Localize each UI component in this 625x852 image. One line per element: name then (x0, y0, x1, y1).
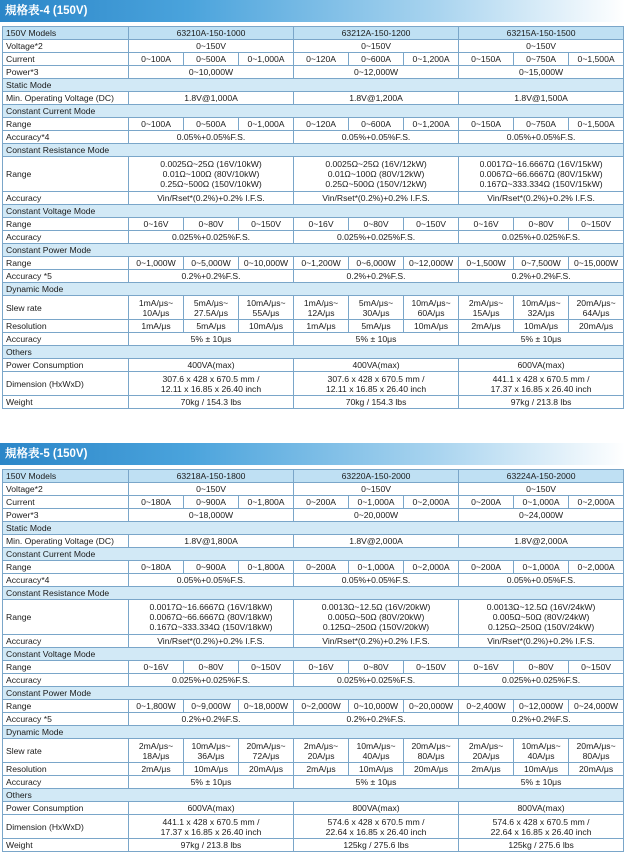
table-row (3, 131, 624, 144)
spec-value: 0~24,000W (459, 509, 624, 522)
spec-table (2, 26, 624, 409)
row-label: Accuracy*4 (3, 574, 129, 587)
spec-value: 0~200A (459, 496, 514, 509)
table-row (3, 574, 624, 587)
spec-value: 0~12,000W (404, 257, 459, 270)
section-label: Others (3, 346, 624, 359)
section-row (3, 648, 624, 661)
row-label: Voltage*2 (3, 483, 129, 496)
spec-value: 0~180A (129, 561, 184, 574)
section-label: Static Mode (3, 522, 624, 535)
spec-value: Vin/Rset*(0.2%)+0.2% I.F.S. (459, 635, 624, 648)
spec-value: 1mA/μs~ 10A/μs (129, 296, 184, 320)
section-label: Constant Resistance Mode (3, 587, 624, 600)
row-label: Voltage*2 (3, 40, 129, 53)
spec-value: 0.0025Ω~25Ω (16V/10kW) 0.01Ω~100Ω (80V/10kW) 0.25Ω~500Ω (150V/10kW) (129, 157, 294, 192)
table-row (3, 763, 624, 776)
row-label: Resolution (3, 763, 129, 776)
spec-value: 2mA/μs~ 20A/μs (294, 739, 349, 763)
table-title: 規格表-4 (150V) (0, 0, 625, 22)
spec-value: 400VA(max) (129, 359, 294, 372)
spec-value: 5mA/μs~ 30A/μs (349, 296, 404, 320)
spec-value: 0~100A (129, 118, 184, 131)
row-label: Range (3, 600, 129, 635)
spec-value: 0~80V (349, 661, 404, 674)
spec-value: Vin/Rset*(0.2%)+0.2% I.F.S. (294, 192, 459, 205)
row-label: Slew rate (3, 296, 129, 320)
section-row (3, 522, 624, 535)
spec-table (2, 469, 624, 852)
spec-value: 800VA(max) (294, 802, 459, 815)
spec-value: 0~120A (294, 53, 349, 66)
spec-value: 0.025%+0.025%F.S. (294, 674, 459, 687)
spec-value: 0.05%+0.05%F.S. (294, 574, 459, 587)
row-label: Range (3, 700, 129, 713)
row-label: Power Consumption (3, 802, 129, 815)
spec-value: 0~150V (404, 218, 459, 231)
table-row (3, 359, 624, 372)
spec-value: 0.025%+0.025%F.S. (459, 231, 624, 244)
table-row (3, 535, 624, 548)
table-title: 規格表-5 (150V) (0, 443, 625, 465)
spec-value: 0~16V (459, 661, 514, 674)
model-name: 63218A-150-1800 (129, 470, 294, 483)
row-label: Range (3, 561, 129, 574)
spec-value: 0~500A (184, 118, 239, 131)
spec-value: 20mA/μs~ 64A/μs (569, 296, 624, 320)
spec-value: 0~1,000A (349, 496, 404, 509)
spec-value: 20mA/μs (569, 763, 624, 776)
spec-value: 0~150V (404, 661, 459, 674)
row-label: Current (3, 53, 129, 66)
section-row (3, 687, 624, 700)
spec-value: 5% ± 10μs (459, 333, 624, 346)
spec-value: 5% ± 10μs (459, 776, 624, 789)
spec-value: 2mA/μs (129, 763, 184, 776)
spec-value: 0.0025Ω~25Ω (16V/12kW) 0.01Ω~100Ω (80V/12kW) 0.25Ω~500Ω (150V/12kW) (294, 157, 459, 192)
spec-value: 0~1,200W (294, 257, 349, 270)
table-row (3, 600, 624, 635)
spec-value: 70kg / 154.3 lbs (294, 396, 459, 409)
table-row (3, 231, 624, 244)
spec-value: 1.8V@2,000A (294, 535, 459, 548)
table-row (3, 776, 624, 789)
spec-value: 0~16V (294, 218, 349, 231)
spec-value: 2mA/μs (294, 763, 349, 776)
spec-value: 0~80V (349, 218, 404, 231)
table-row (3, 192, 624, 205)
row-label: Accuracy (3, 192, 129, 205)
spec-value: 1.8V@1,200A (294, 92, 459, 105)
spec-value: 5mA/μs~ 27.5A/μs (184, 296, 239, 320)
spec-value: 0~1,500A (569, 53, 624, 66)
spec-value: 0~1,000A (239, 53, 294, 66)
spec-value: 0.2%+0.2%F.S. (459, 713, 624, 726)
spec-value: 0~2,000A (404, 496, 459, 509)
spec-value: 0~150V (129, 483, 294, 496)
spec-value: 5mA/μs (184, 320, 239, 333)
table-row (3, 509, 624, 522)
row-label: Range (3, 257, 129, 270)
spec-value: 97kg / 213.8 lbs (129, 839, 294, 852)
spec-value: 10mA/μs (239, 320, 294, 333)
row-label: Range (3, 661, 129, 674)
table-row (3, 839, 624, 852)
spec-value: Vin/Rset*(0.2%)+0.2% I.F.S. (459, 192, 624, 205)
spec-value: 0~600A (349, 118, 404, 131)
spec-value: 574.6 x 428 x 670.5 mm / 22.64 x 16.85 x 26.40 inch (294, 815, 459, 839)
spec-value: 441.1 x 428 x 670.5 mm / 17.37 x 16.85 x 26.40 inch (459, 372, 624, 396)
table-row (3, 53, 624, 66)
spec-value: 10mA/μs (184, 763, 239, 776)
row-label: Range (3, 118, 129, 131)
section-label: Constant Voltage Mode (3, 205, 624, 218)
spec-value: 0.025%+0.025%F.S. (459, 674, 624, 687)
spec-value: 0~16V (459, 218, 514, 231)
spec-value: 10mA/μs~ 60A/μs (404, 296, 459, 320)
spec-value: 5% ± 10μs (129, 776, 294, 789)
spec-value: 0~7,500W (514, 257, 569, 270)
row-label: Accuracy (3, 333, 129, 346)
spec-value: 0.05%+0.05%F.S. (459, 131, 624, 144)
spec-value: 125kg / 275.6 lbs (294, 839, 459, 852)
section-label: Static Mode (3, 79, 624, 92)
spec-value: 0~1,200A (404, 53, 459, 66)
table-row (3, 674, 624, 687)
spec-value: 2mA/μs~ 20A/μs (459, 739, 514, 763)
table-row (3, 700, 624, 713)
spec-value: 0.05%+0.05%F.S. (129, 574, 294, 587)
spec-value: 0~1,000A (239, 118, 294, 131)
spec-value: 20mA/μs (404, 763, 459, 776)
section-row (3, 587, 624, 600)
row-label: Current (3, 496, 129, 509)
spec-value: 0.2%+0.2%F.S. (129, 270, 294, 283)
spec-value: 0~15,000W (459, 66, 624, 79)
section-row (3, 205, 624, 218)
section-label: Constant Current Mode (3, 548, 624, 561)
spec-value: 70kg / 154.3 lbs (129, 396, 294, 409)
row-label: Power Consumption (3, 359, 129, 372)
spec-value: 10mA/μs~ 40A/μs (349, 739, 404, 763)
spec-value: 1mA/μs (129, 320, 184, 333)
spec-value: 0~100A (129, 53, 184, 66)
spec-value: Vin/Rset*(0.2%)+0.2% I.F.S. (129, 635, 294, 648)
spec-value: 20mA/μs~ 80A/μs (569, 739, 624, 763)
spec-value: 10mA/μs~ 55A/μs (239, 296, 294, 320)
table-row (3, 296, 624, 320)
spec-value: 0~1,500A (569, 118, 624, 131)
section-row (3, 726, 624, 739)
spec-value: 2mA/μs~ 15A/μs (459, 296, 514, 320)
spec-value: 1.8V@2,000A (459, 535, 624, 548)
spec-value: 0~200A (294, 496, 349, 509)
table-row (3, 713, 624, 726)
spec-value: 0.0017Ω~16.6667Ω (16V/18kW) 0.0067Ω~66.6667Ω (80V/18kW) 0.167Ω~333.334Ω (150V/18kW) (129, 600, 294, 635)
spec-value: 1mA/μs~ 12A/μs (294, 296, 349, 320)
spec-value: 2mA/μs (459, 763, 514, 776)
model-name: 63210A-150-1000 (129, 27, 294, 40)
spec-value: 10mA/μs~ 40A/μs (514, 739, 569, 763)
spec-value: 0~6,000W (349, 257, 404, 270)
spec-value: 0.0013Ω~12.5Ω (16V/24kW) 0.005Ω~50Ω (80V/24kW) 0.125Ω~250Ω (150V/24kW) (459, 600, 624, 635)
model-name: 63224A-150-2000 (459, 470, 624, 483)
section-row (3, 789, 624, 802)
spec-value: 0~80V (184, 218, 239, 231)
row-label: Dimension (HxWxD) (3, 815, 129, 839)
spec-value: 5% ± 10μs (294, 776, 459, 789)
spec-value: 600VA(max) (129, 802, 294, 815)
model-header-row (3, 27, 624, 40)
spec-value: 20mA/μs~ 72A/μs (239, 739, 294, 763)
spec-value: 0~200A (459, 561, 514, 574)
spec-value: 10mA/μs (349, 763, 404, 776)
spec-value: 0~2,000A (569, 496, 624, 509)
spec-value: 0~10,000W (129, 66, 294, 79)
spec-value: 5mA/μs (349, 320, 404, 333)
spec-value: 600VA(max) (459, 359, 624, 372)
spec-value: 0~18,000W (239, 700, 294, 713)
spec-value: 0~1,000W (129, 257, 184, 270)
section-row (3, 105, 624, 118)
spec-value: 0~16V (129, 218, 184, 231)
spec-value: 0~150A (459, 118, 514, 131)
spec-value: 0~150V (239, 661, 294, 674)
row-label: Accuracy (3, 635, 129, 648)
spec-value: 10mA/μs (514, 320, 569, 333)
spec-value: 0~150V (459, 483, 624, 496)
spec-value: 10mA/μs (514, 763, 569, 776)
spec-value: 0~24,000W (569, 700, 624, 713)
spec-value: 0~20,000W (404, 700, 459, 713)
row-label: Weight (3, 396, 129, 409)
section-label: Constant Power Mode (3, 244, 624, 257)
spec-value: 0~80V (514, 661, 569, 674)
section-label: Dynamic Mode (3, 283, 624, 296)
spec-value: 0~1,800A (239, 496, 294, 509)
spec-value: 10mA/μs~ 32A/μs (514, 296, 569, 320)
spec-value: 0.2%+0.2%F.S. (294, 713, 459, 726)
spec-value: 2mA/μs~ 18A/μs (129, 739, 184, 763)
row-label: Resolution (3, 320, 129, 333)
spec-value: 0~750A (514, 118, 569, 131)
spec-value: 0~150V (569, 661, 624, 674)
table-row (3, 118, 624, 131)
row-label: Range (3, 218, 129, 231)
row-label: Range (3, 157, 129, 192)
row-label: Power*3 (3, 509, 129, 522)
table-row (3, 66, 624, 79)
spec-value: 441.1 x 428 x 670.5 mm / 17.37 x 16.85 x 26.40 inch (129, 815, 294, 839)
row-label: Accuracy (3, 231, 129, 244)
section-label: Constant Power Mode (3, 687, 624, 700)
spec-value: 0~9,000W (184, 700, 239, 713)
model-name: 63215A-150-1500 (459, 27, 624, 40)
table-row (3, 635, 624, 648)
spec-value: 0~2,000A (404, 561, 459, 574)
section-label: Constant Resistance Mode (3, 144, 624, 157)
table-row (3, 496, 624, 509)
spec-value: 97kg / 213.8 lbs (459, 396, 624, 409)
row-label: Min. Operating Voltage (DC) (3, 92, 129, 105)
spec-value: 0~150V (129, 40, 294, 53)
table-row (3, 40, 624, 53)
spec-value: 0~900A (184, 496, 239, 509)
section-label: Constant Voltage Mode (3, 648, 624, 661)
spec-value: 0~1,200A (404, 118, 459, 131)
spec-value: 20mA/μs (569, 320, 624, 333)
row-label: Accuracy (3, 674, 129, 687)
header-label: 150V Models (3, 470, 129, 483)
spec-value: 0~12,000W (514, 700, 569, 713)
spec-value: 1.8V@1,500A (459, 92, 624, 105)
model-name: 63212A-150-1200 (294, 27, 459, 40)
spec-value: 0~16V (294, 661, 349, 674)
table-row (3, 270, 624, 283)
table-spacer (0, 409, 625, 443)
spec-value: 0~1,000A (514, 496, 569, 509)
spec-value: 0~1,800A (239, 561, 294, 574)
spec-value: 0~10,000W (239, 257, 294, 270)
row-label: Min. Operating Voltage (DC) (3, 535, 129, 548)
section-label: Dynamic Mode (3, 726, 624, 739)
spec-value: 0~2,400W (459, 700, 514, 713)
spec-value: 0~900A (184, 561, 239, 574)
spec-value: 0.2%+0.2%F.S. (459, 270, 624, 283)
table-row (3, 396, 624, 409)
spec-value: 0~200A (294, 561, 349, 574)
row-label: Weight (3, 839, 129, 852)
spec-value: Vin/Rset*(0.2%)+0.2% I.F.S. (129, 192, 294, 205)
table-row (3, 157, 624, 192)
spec-value: 5% ± 10μs (129, 333, 294, 346)
model-name: 63220A-150-2000 (294, 470, 459, 483)
spec-value: 0~180A (129, 496, 184, 509)
table-row (3, 218, 624, 231)
spec-value: 0~80V (184, 661, 239, 674)
section-label: Constant Current Mode (3, 105, 624, 118)
table-row (3, 483, 624, 496)
spec-value: 0.05%+0.05%F.S. (294, 131, 459, 144)
spec-value: 0~750A (514, 53, 569, 66)
row-label: Slew rate (3, 739, 129, 763)
spec-value: 0~150V (239, 218, 294, 231)
table-row (3, 372, 624, 396)
spec-value: 2mA/μs (459, 320, 514, 333)
spec-value: Vin/Rset*(0.2%)+0.2% I.F.S. (294, 635, 459, 648)
spec-value: 0.0013Ω~12.5Ω (16V/20kW) 0.005Ω~50Ω (80V/20kW) 0.125Ω~250Ω (150V/20kW) (294, 600, 459, 635)
spec-value: 0~150A (459, 53, 514, 66)
section-row (3, 283, 624, 296)
spec-value: 0.05%+0.05%F.S. (129, 131, 294, 144)
section-row (3, 144, 624, 157)
spec-value: 0.025%+0.025%F.S. (129, 674, 294, 687)
spec-value: 0.0017Ω~16.6667Ω (16V/15kW) 0.0067Ω~66.6667Ω (80V/15kW) 0.167Ω~333.334Ω (150V/15kW) (459, 157, 624, 192)
table-row (3, 661, 624, 674)
table-row (3, 739, 624, 763)
spec-value: 0~150V (569, 218, 624, 231)
spec-value: 0~1,500W (459, 257, 514, 270)
section-row (3, 79, 624, 92)
spec-value: 10mA/μs (404, 320, 459, 333)
spec-value: 0~150V (294, 40, 459, 53)
spec-value: 125kg / 275.6 lbs (459, 839, 624, 852)
row-label: Dimension (HxWxD) (3, 372, 129, 396)
spec-value: 0~20,000W (294, 509, 459, 522)
section-row (3, 244, 624, 257)
spec-value: 0~15,000W (569, 257, 624, 270)
spec-value: 0.2%+0.2%F.S. (294, 270, 459, 283)
spec-value: 0.05%+0.05%F.S. (459, 574, 624, 587)
spec-value: 1.8V@1,800A (129, 535, 294, 548)
table-row (3, 257, 624, 270)
spec-value: 0.025%+0.025%F.S. (294, 231, 459, 244)
spec-value: 0~2,000A (569, 561, 624, 574)
spec-value: 307.6 x 428 x 670.5 mm / 12.11 x 16.85 x 26.40 inch (129, 372, 294, 396)
table-row (3, 815, 624, 839)
row-label: Power*3 (3, 66, 129, 79)
section-row (3, 548, 624, 561)
spec-value: 0~18,000W (129, 509, 294, 522)
row-label: Accuracy *5 (3, 713, 129, 726)
table-row (3, 92, 624, 105)
spec-value: 800VA(max) (459, 802, 624, 815)
spec-value: 0~150V (294, 483, 459, 496)
spec-value: 400VA(max) (294, 359, 459, 372)
spec-value: 10mA/μs~ 36A/μs (184, 739, 239, 763)
table-row (3, 320, 624, 333)
row-label: Accuracy *5 (3, 270, 129, 283)
spec-value: 0.025%+0.025%F.S. (129, 231, 294, 244)
row-label: Accuracy*4 (3, 131, 129, 144)
spec-value: 0~600A (349, 53, 404, 66)
spec-value: 0.2%+0.2%F.S. (129, 713, 294, 726)
spec-value: 0~80V (514, 218, 569, 231)
spec-value: 0~5,000W (184, 257, 239, 270)
spec-value: 0~150V (459, 40, 624, 53)
section-row (3, 346, 624, 359)
section-label: Others (3, 789, 624, 802)
spec-value: 0~16V (129, 661, 184, 674)
spec-value: 5% ± 10μs (294, 333, 459, 346)
spec-value: 574.6 x 428 x 670.5 mm / 22.64 x 16.85 x 26.40 inch (459, 815, 624, 839)
spec-value: 0~500A (184, 53, 239, 66)
header-label: 150V Models (3, 27, 129, 40)
spec-value: 0~120A (294, 118, 349, 131)
spec-value: 1mA/μs (294, 320, 349, 333)
table-row (3, 333, 624, 346)
spec-value: 0~2,000W (294, 700, 349, 713)
spec-value: 0~1,800W (129, 700, 184, 713)
row-label: Accuracy (3, 776, 129, 789)
spec-value: 1.8V@1,000A (129, 92, 294, 105)
spec-value: 0~10,000W (349, 700, 404, 713)
spec-value: 307.6 x 428 x 670.5 mm / 12.11 x 16.85 x 26.40 inch (294, 372, 459, 396)
model-header-row (3, 470, 624, 483)
table-row (3, 561, 624, 574)
spec-value: 0~1,000A (349, 561, 404, 574)
spec-value: 0~1,000A (514, 561, 569, 574)
table-row (3, 802, 624, 815)
spec-value: 0~12,000W (294, 66, 459, 79)
spec-value: 20mA/μs~ 80A/μs (404, 739, 459, 763)
spec-value: 20mA/μs (239, 763, 294, 776)
